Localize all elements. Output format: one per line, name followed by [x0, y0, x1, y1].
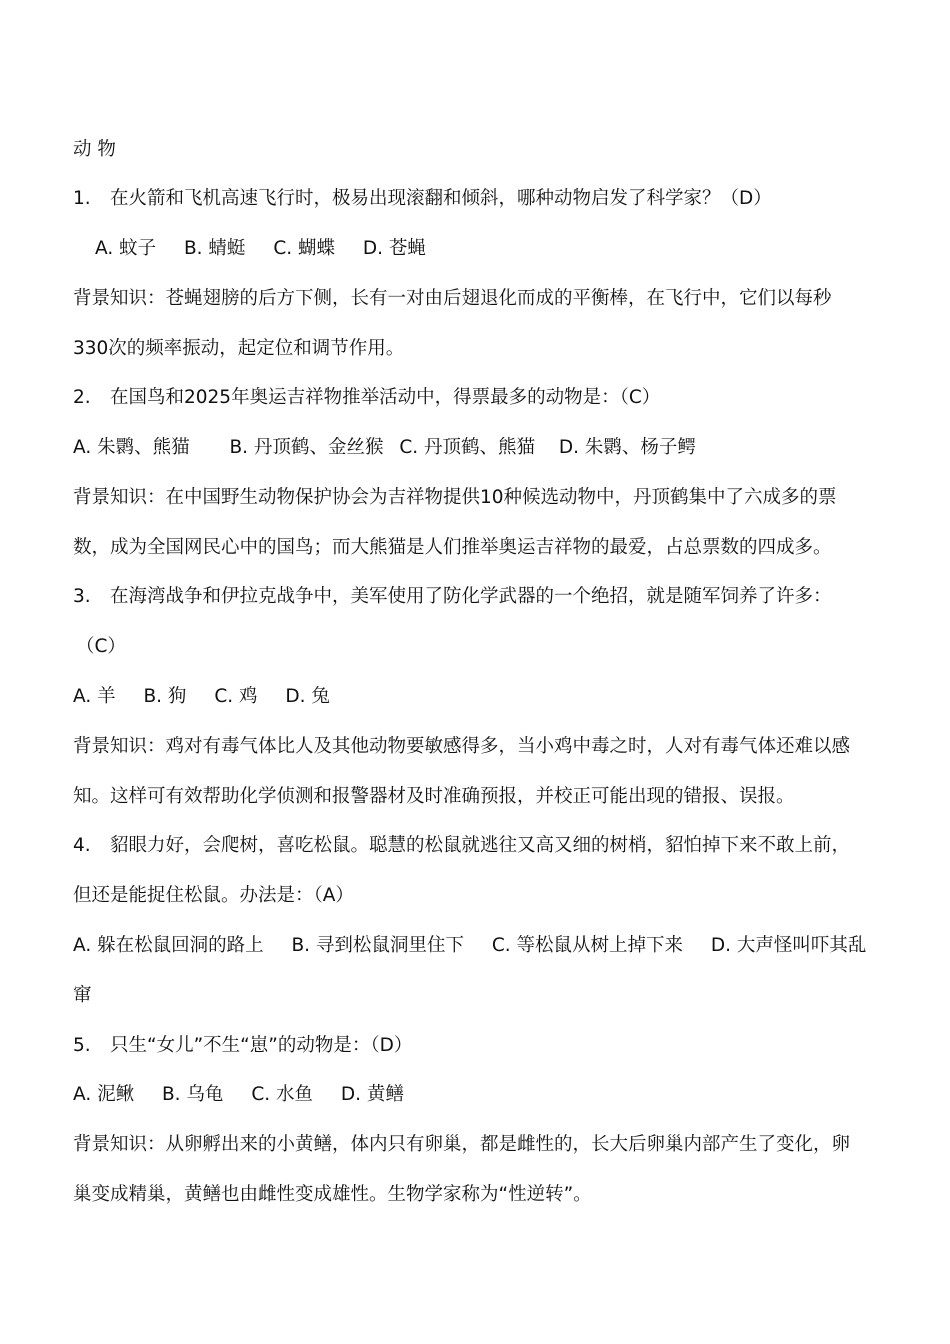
question-number: 2.	[73, 387, 91, 408]
option-b: B. 乌龟	[161, 1084, 224, 1105]
question-text: 只生“女儿”不生“崽”的动物是：（D）	[110, 1035, 413, 1056]
option-wrap: 窜	[73, 985, 92, 1006]
background-text: 背景知识：鸡对有毒气体比人及其他动物要敏感得多，当小鸡中毒之时，人对有毒气体还难以感	[73, 736, 851, 757]
option-d: D. 黄鳝	[340, 1084, 404, 1105]
option-d: D. 大声怪叫吓其乱	[710, 935, 867, 956]
background-text: 背景知识：在中国野生动物保护协会为吉祥物提供10种候选动物中，丹顶鹤集中了六成多的票	[73, 487, 837, 508]
question-2-options	[73, 435, 878, 461]
background-text: 背景知识：从卵孵出来的小黄鳝，体内只有卵巢，都是雌性的，长大后卵巢内部产生了变化，卵	[73, 1134, 851, 1155]
question-number: 4.	[73, 835, 91, 856]
question-text: 貂眼力好，会爬树，喜吃松鼠。聪慧的松鼠就逃往又高又细的树梢，貂怕掉下来不敢上前，	[110, 835, 851, 856]
background-text: 巢变成精巢，黄鳝也由雌性变成雄性。生物学家称为“性逆转”。	[73, 1184, 592, 1205]
option-c: C. 鸡	[214, 686, 258, 707]
option-c: C. 等松鼠从树上掉下来	[491, 935, 684, 956]
question-1	[73, 186, 878, 212]
option-a: A. 蚊子	[95, 238, 157, 259]
option-b: B. 蜻蜓	[183, 238, 246, 259]
option-a: A. 羊	[73, 686, 116, 707]
question-answer: （C）	[76, 636, 126, 657]
question-text: 在国鸟和2025年奥运吉祥物推举活动中，得票最多的动物是：（C）	[110, 387, 661, 408]
question-number: 3.	[73, 586, 91, 607]
question-3-options	[73, 684, 878, 710]
question-1-options	[95, 236, 900, 262]
option-b: B. 丹顶鹤、金丝猴	[229, 437, 384, 458]
option-d: D. 朱鹮、杨子鳄	[558, 437, 696, 458]
question-3	[73, 584, 878, 610]
option-c: C. 水鱼	[251, 1084, 314, 1105]
section-title: 动 物	[73, 139, 116, 160]
option-b: B. 寻到松鼠洞里住下	[291, 935, 464, 956]
question-text: 在海湾战争和伊拉克战争中，美军使用了防化学武器的一个绝招，就是随军饲养了许多：	[110, 586, 832, 607]
option-d: D. 苍蝇	[362, 238, 426, 259]
question-4-options	[73, 933, 878, 959]
question-2	[73, 385, 878, 411]
question-5	[73, 1033, 878, 1059]
option-a: A. 躲在松鼠回洞的路上	[73, 935, 264, 956]
question-text: 在火箭和飞机高速飞行时，极易出现滚翻和倾斜，哪种动物启发了科学家？（D）	[110, 188, 772, 209]
background-text: 330次的频率振动，起定位和调节作用。	[73, 338, 405, 359]
question-number: 1.	[73, 188, 91, 209]
background-text: 知。这样可有效帮助化学侦测和报警器材及时准确预报，并校正可能出现的错报、误报。	[73, 786, 795, 807]
question-text-continued: 但还是能捉住松鼠。办法是：（A）	[73, 885, 354, 906]
option-d: D. 兔	[285, 686, 330, 707]
option-a: A. 泥鳅	[73, 1084, 135, 1105]
question-number: 5.	[73, 1035, 91, 1056]
option-b: B. 狗	[143, 686, 187, 707]
question-4	[73, 833, 878, 859]
option-c: C. 蝴蝶	[273, 238, 336, 259]
option-c: C. 丹顶鹤、熊猫	[399, 437, 536, 458]
background-text: 数，成为全国网民心中的国鸟；而大熊猫是人们推举奥运吉祥物的最爱，占总票数的四成多。	[73, 537, 832, 558]
background-text: 背景知识：苍蝇翅膀的后方下侧，长有一对由后翅退化而成的平衡棒，在飞行中，它们以每秒	[73, 288, 832, 309]
option-a: A. 朱鹮、熊猫	[73, 437, 190, 458]
question-5-options	[73, 1082, 878, 1108]
